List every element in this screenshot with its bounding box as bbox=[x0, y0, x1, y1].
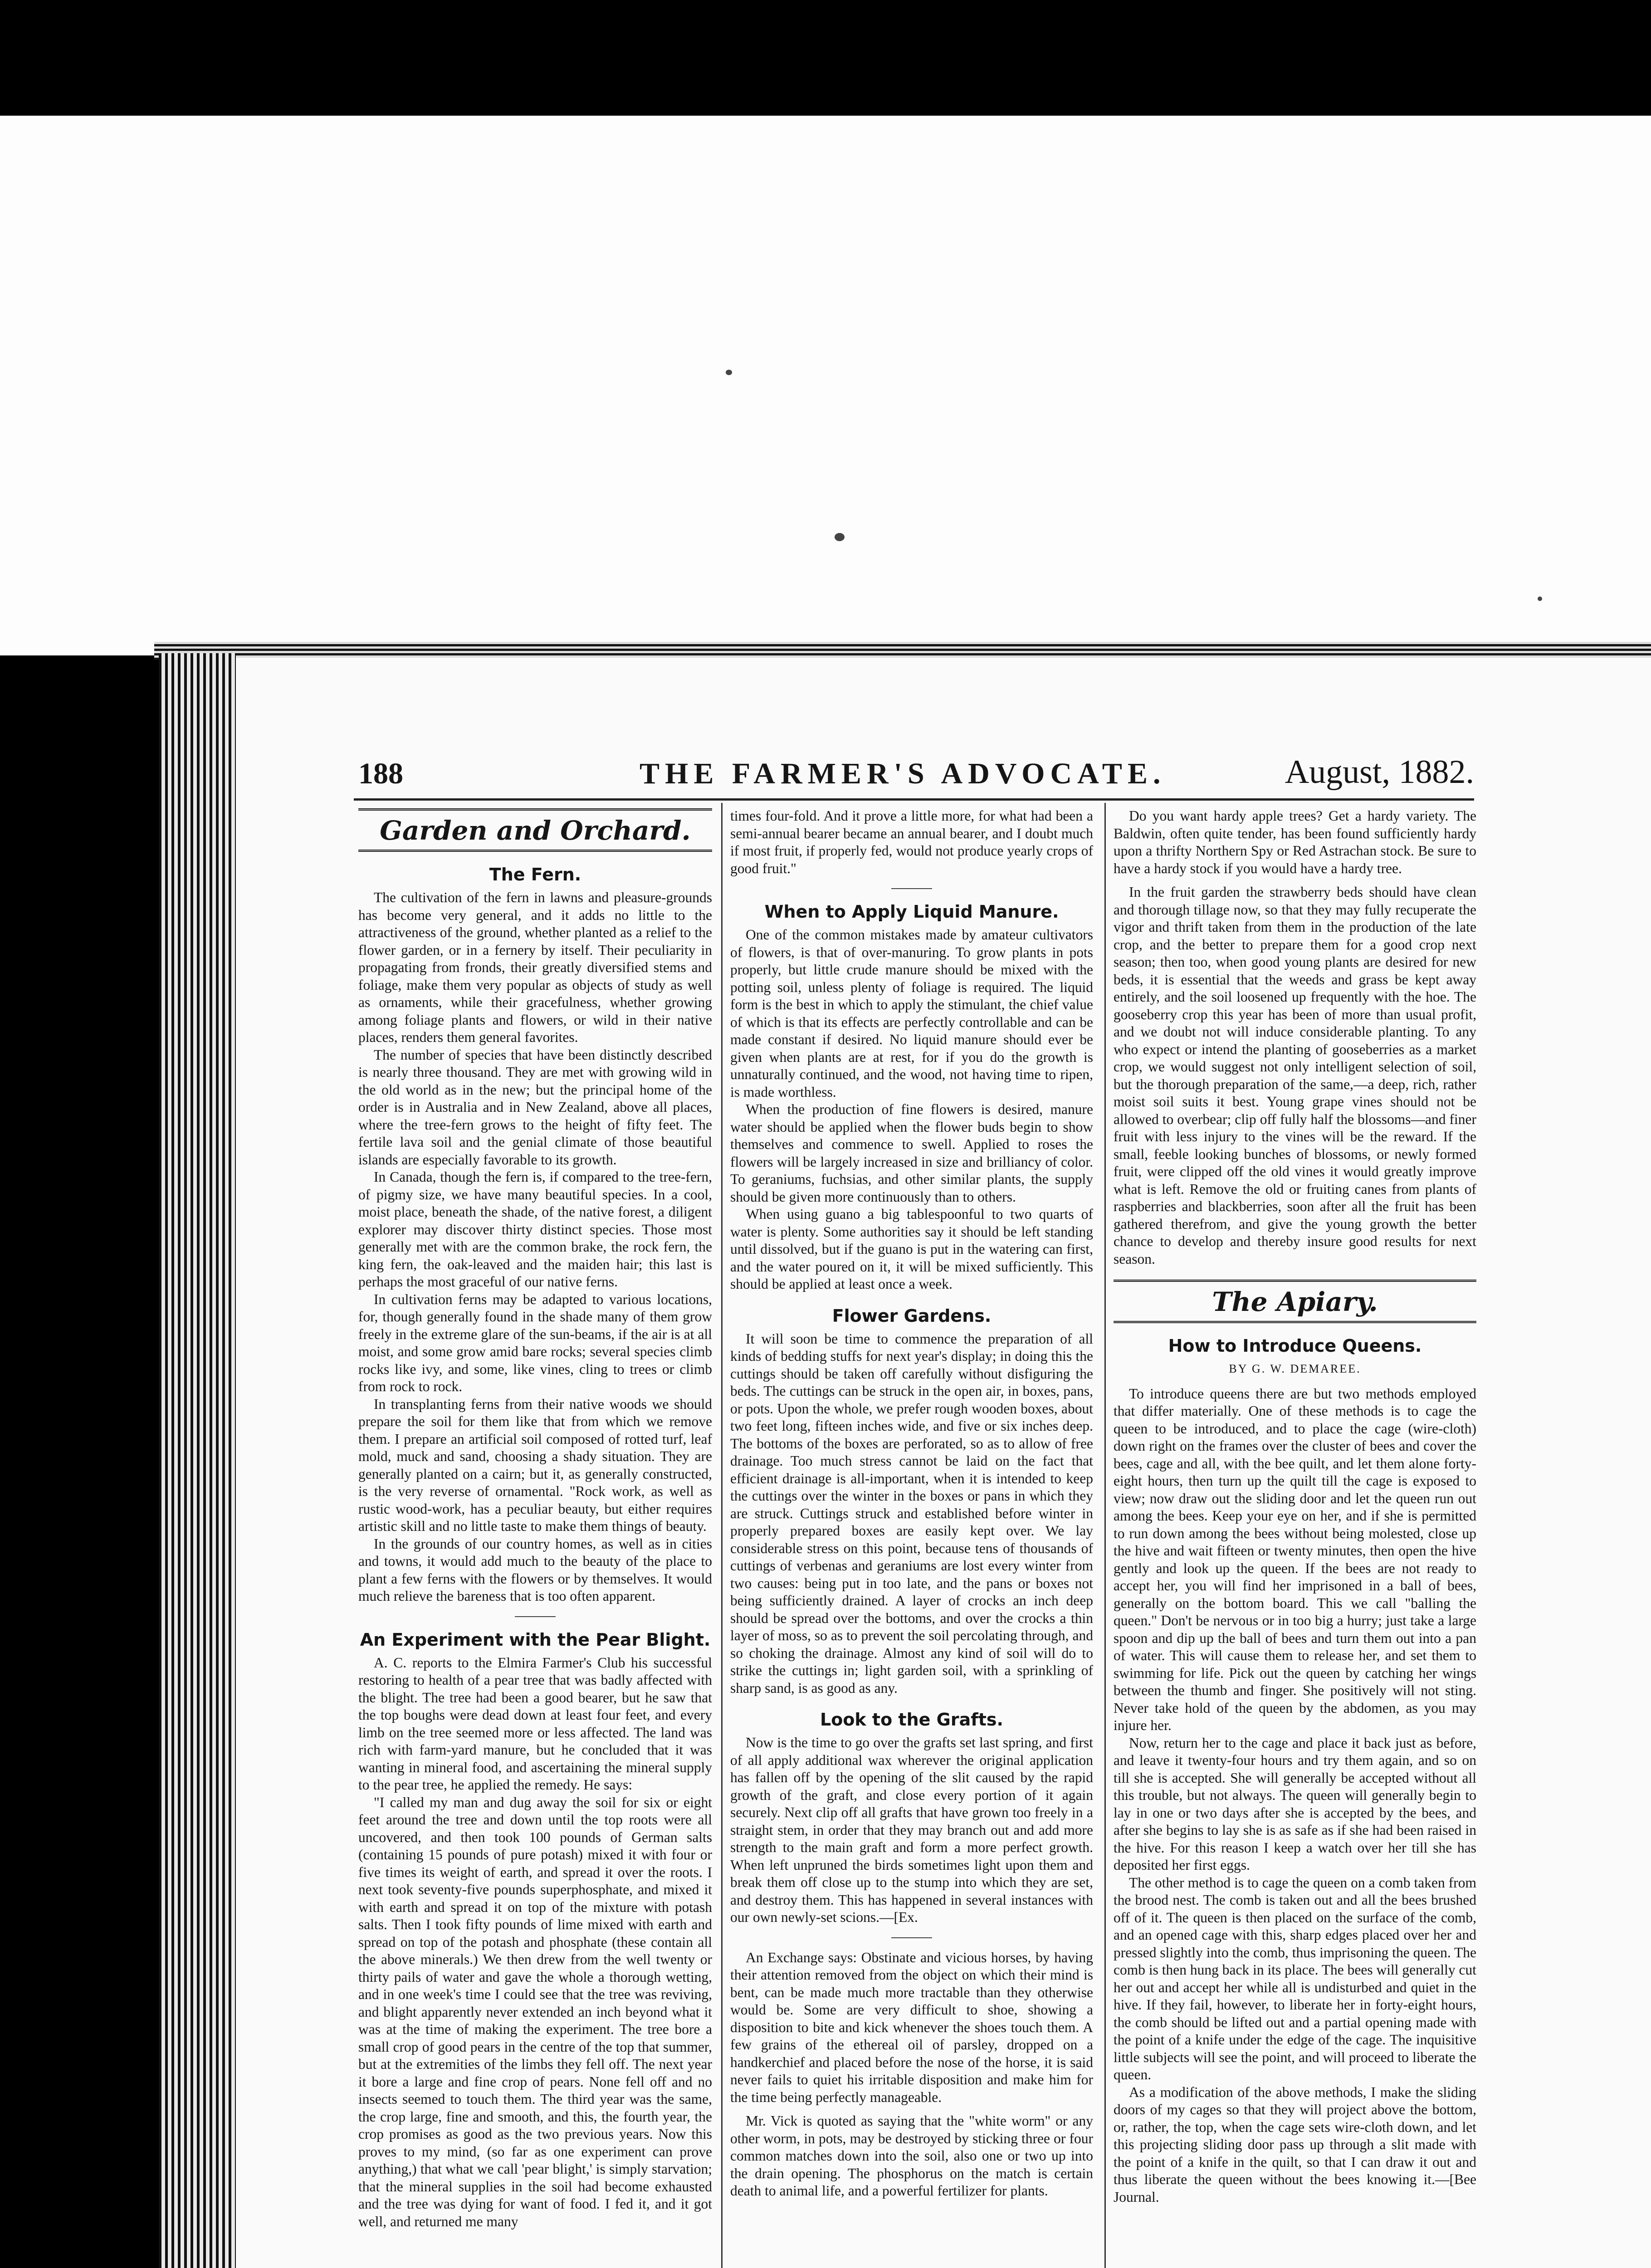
article-title-grafts: Look to the Grafts. bbox=[820, 1710, 1003, 1730]
article-title-fern: The Fern. bbox=[489, 865, 581, 885]
paragraph: In transplanting ferns from their native woods we should prepare the soil for them like that from which we remove them. I prepare an artificial soil composed of rotted turf, leaf mold, muck and sand, choosing a shady situation. They are generally planted on a cairn; but it, as generally constructed, is the very reverse of ornamental. "Rock work, as well as rustic wood-work, has a peculiar beauty, but either requires artistic skill and no little taste to make them things of beauty. bbox=[358, 1396, 712, 1534]
paragraph: When using guano a big tablespoonful to two quarts of water is plenty. Some authorities say it should be left standing until dissolved, but if the guano is put in the watering can first, and the water poured on it, it will be mixed sufficiently. This should be applied at least once a week. bbox=[730, 1206, 1093, 1292]
article-title-queens: How to Introduce Queens. bbox=[1168, 1336, 1422, 1356]
paragraph: Now, return her to the cage and place it back just as before, and leave it twenty-four hours and try them again, and so on till she is accepted. She will generally be accepted without all this trouble, but not always. The queen will generally begin to lay in one or two days after she is accepted by the bees, and after she begins to lay she is as safe as if she had been raised in the hive. For this reason I keep a watch over her till she has deposited her first eggs. bbox=[1114, 1735, 1476, 1873]
column-rule bbox=[1104, 803, 1106, 2268]
paragraph: It will soon be time to commence the preparation of all kinds of bedding stuffs for next year's display; in doing this the cuttings should be taken off carefully without disfiguring the beds. The cuttings can be struck in the open air, in boxes, pans, or pots. Upon the whole, we prefer rough wooden boxes, about two feet long, fifteen inches wide, and five or six inches deep. The bottoms of the boxes are perforated, so as to allow of free drainage. Too much stress cannot be laid on the fact that efficient drainage is all-important, when it is intended to keep the cuttings over the winter in the boxes or pans in which they are struck. Cuttings struck and established before winter in properly prepared boxes are easily kept over. We lay considerable stress on this point, because tens of thousands of cuttings of verbenas and geraniums are lost every winter from two causes: being put in too late, and the pans or boxes not being sufficiently drained. A layer of crocks an inch deep should be spread over the bottoms, and over the crocks a thin layer of moss, so as to prevent the soil percolating through, and so choking the drainage. Almost any kind of soil will do to strike the cuttings in; light garden soil, with a sprinkling of sharp sand, is as good as any. bbox=[730, 1330, 1093, 1696]
paragraph: An Exchange says: Obstinate and vicious horses, by having their attention removed from the object on which their mind is bent, can be made much more tractable than they otherwise would be. Some are very difficult to shoe, showing a disposition to bite and kick whenever the shoes touch them. A few grains of the ethereal oil of parsley, dropped on a handkerchief and placed before the nose of the horse, it is said never fails to quiet his irritable disposition and make him for the time being perfectly manageable. bbox=[730, 1949, 1093, 2105]
column-2 bbox=[730, 807, 1093, 2200]
paragraph: One of the common mistakes made by amateur cultivators of flowers, is that of over-manuring. To grow plants in pots properly, but little crude manure should be mixed with the potting soil, unless plenty of foliage is required. The liquid form is the best in which to apply the stimulant, the chief value of which is that its effects are perfectly controllable and can be made constant if desired. No liquid manure should ever be given when plants are at rest, for if you do the growth is unnaturally continued, and the wood, not having time to ripen, is made worthless. bbox=[730, 927, 1093, 1100]
section-header-garden bbox=[358, 808, 712, 852]
section-title: Garden and Orchard. bbox=[380, 815, 691, 846]
publication-title: THE FARMER'S ADVOCATE. bbox=[640, 757, 1166, 790]
article-title-pear: An Experiment with the Pear Blight. bbox=[360, 1629, 711, 1650]
column-rule bbox=[721, 803, 723, 2268]
paragraph: "I called my man and dug away the soil for six or eight feet around the tree and down until the top roots were all uncovered, and then took 100 pounds of German salts (containing 15 pounds of pure potash) mixed it with four or five times its weight of earth, and spread it over the roots. I next took seventy-five pounds superphosphate, and mixed it with earth and spread it on top of the mixture with potash salts. Then I took fifty pounds of lime mixed with earth and spread on top of the potash and phosphate (these contain all the above minerals.) We then drew from the well twenty or thirty pails of water and gave the whole a thorough wetting, and in one week's time I could see that the tree was reviving, and blight apparently never extended an inch beyond what it was at the time of making the experiment. The tree bore a small crop of good pears in the centre of the top that summer, but at the extremities of the limbs they fell off. The next year it bore a large and fine crop of pears. None fell off and no insects seemed to touch them. The third year was the same, the crop large, fine and smooth, and this, the fourth year, the crop promises as good as the two previous years. Now this proves to my mind, (so far as one experiment can prove anything,) that what we call 'pear blight,' is simply starvation; that the mineral supplies in the soil had become exhausted and the tree was dying for want of food. I fed it, and it got well, and returned me many bbox=[358, 1794, 712, 2229]
dust-speck bbox=[726, 370, 732, 375]
paragraph: In the fruit garden the strawberry beds should have clean and thorough tillage now, so that they may fully recuperate the vigor and thrift taken from them in the production of the late crop, and the better to prepare them for a good crop next season; then too, when good young plants are desired for new beds, it is essential that the weeds and grass be kept away entirely, and the soil loosened up frequently with the hoe. The gooseberry crop this year has been of more than usual profit, and we doubt not will induce considerable planting. To any who expect or intend the planting of gooseberries as a market crop, we would suggest not only intelligent selection of soil, but the thorough preparation of the same,—a deep, rich, rather moist soil suits it best. Young grape vines should not be allowed to overbear; clip off fully half the blossoms—and finer fruit with less injury to the vines will be the reward. If the small, feeble looking bunches of blossoms, or newly formed fruit, were clipped off the old vines it would greatly improve what is left. Remove the old or fruiting canes from plants of raspberries and blackberries, soon after all the fruit has been gathered therefrom, and give the young growth the better chance to develop and thereby insure good results for next season. bbox=[1114, 884, 1476, 1267]
paragraph: Mr. Vick is quoted as saying that the "white worm" or any other worm, in pots, may be destroyed by sticking three or four common matches down into the soil, also one or two up into the drain opening. The phosphorus on the match is certain death to animal life, and a powerful fertilizer for plants. bbox=[730, 2113, 1093, 2199]
column-1 bbox=[358, 807, 712, 2230]
paragraph: The cultivation of the fern in lawns and pleasure-grounds has become very general, and it adds no little to the attractiveness of the ground, whether planted as a relief to the flower garden, or in a fernery by itself. Their peculiarity in propagating from fronds, their greatly diversified stems and foliage, make them very popular as objects of study as well as ornaments, while their gracefulness, whether growing among foliage plants and flowers, or wild in their native places, renders them general favorites. bbox=[358, 890, 712, 1045]
paragraph: As a modification of the above methods, I make the sliding doors of my cages so that they will project above the bottom, or, rather, the top, when the cage sets wire-cloth down, and let this projecting sliding door pass up through a slit made with the point of a knife in the quilt, so that I can draw it out and thus liberate the queen without the bees knowing it.—[Bee Journal. bbox=[1114, 2084, 1476, 2205]
paragraph: In the grounds of our country homes, as well as in cities and towns, it would add much to the beauty of the place to plant a few ferns with the flowers or by themselves. It would much relieve the bareness that is too often apparent. bbox=[358, 1535, 712, 1604]
section-title: The Apiary. bbox=[1212, 1286, 1378, 1317]
issue-date: August, 1882. bbox=[1285, 753, 1474, 791]
paragraph: A. C. reports to the Elmira Farmer's Club his successful restoring to health of a pear tree that was badly affected with the blight. The tree had been a good bearer, but he saw that the top boughs were dead down at least four feet, and every limb on the tree seemed more or less affected. The land was rich with farm-yard manure, but he concluded that it was wanting in mineral food, and ascertaining the mineral supply to the pear tree, he applied the remedy. He says: bbox=[358, 1654, 712, 1793]
paragraph: Do you want hardy apple trees? Get a hardy variety. The Baldwin, often quite tender, has been found sufficiently hardy upon a thrifty Northern Spy or Red Astrachan stock. Be sure to have a hardy stock if you would have a hardy tree. bbox=[1114, 808, 1476, 876]
article-title-manure: When to Apply Liquid Manure. bbox=[764, 902, 1059, 922]
paragraph: In Canada, though the fern is, if compared to the tree-fern, of pigmy size, we have many beautiful species. In a cool, moist place, beneath the shade, of the native forest, a diligent explorer may discover thirty distinct species. Those most generally met with are the common brake, the rock fern, the king fern, the oak-leaved and the maiden hair; this last is perhaps the most graceful of our native ferns. bbox=[358, 1169, 712, 1290]
section-header-apiary bbox=[1114, 1280, 1476, 1323]
blank-endpaper bbox=[0, 116, 1651, 655]
byline: BY G. W. DEMAREE. bbox=[1229, 1362, 1361, 1375]
paragraph: In cultivation ferns may be adapted to various locations, for, though generally found in the shade many of them grow freely in the extreme glare of the sun-beams, if the air is at all moist, and some grow amid bare rocks; several species climb rocks like ivy, and some, like vines, cling to trees or climb from rock to rock. bbox=[358, 1291, 712, 1394]
paragraph: When the production of fine flowers is desired, manure water should be applied when the flower buds begin to show themselves and commence to swell. Applied to roses the flowers will be largely increased in size and brilliancy of color. To geraniums, fuchsias, and other similar plants, the supply should be given more continuously than to others. bbox=[730, 1101, 1093, 1205]
paragraph: The other method is to cage the queen on a comb taken from the brood nest. The comb is taken out and all the bees brushed off of it. The queen is then placed on the surface of the comb, and an opened cage with this, sharp edges placed over her and pressed slightly into the comb, thus imprisoning the queen. The comb is then hung back in its place. The bees will generally cut her out and accept her while all is undisturbed and quiet in the hive. If they fail, however, to liberate her in forty-eight hours, the comb should be lifted out and a partial opening made with the point of a knife under the edge of the cage. The inquisitive little subjects will see the point, and will proceed to liberate the queen. bbox=[1114, 1874, 1476, 2082]
book-page-stack-top bbox=[154, 642, 1651, 660]
paragraph: To introduce queens there are but two methods employed that differ materially. One of these methods is to cage the queen to be introduced, and to place the cage (wire-cloth) down right on the frames over the cluster of bees and cover the bees, cage and all, with the bee quilt, and let them alone forty-eight hours, then turn up the quilt till the cage is exposed to view; now draw out the sliding door and let the queen run out among the bees. Keep your eye on her, and if she is permitted to run down among the bees without being molested, close up the hive and wait fifteen or twenty minutes, then open the hive gently and look up the queen. If the bees are not ready to accept her, you will find her imprisoned in a ball of bees, generally on the bottom board. This we call "balling the queen." Don't be nervous or in too big a hurry; just take a large spoon and dip up the ball of bees and turn them out into a pan of water. This will cause them to release her, and set them to swimming for life. Pick out the queen by catching her wings between the thumb and finger. She positively will not sting. Never take hold of the queen by the abdomen, as you may injure her. bbox=[1114, 1385, 1476, 1733]
header-rule bbox=[354, 798, 1474, 801]
book-page-stack-edge bbox=[159, 653, 236, 2268]
dust-speck bbox=[1538, 596, 1542, 601]
divider bbox=[515, 1616, 556, 1617]
divider bbox=[891, 888, 932, 889]
page-number: 188 bbox=[358, 757, 403, 790]
dust-speck bbox=[835, 533, 845, 541]
column-3 bbox=[1114, 807, 1476, 2206]
paragraph: Now is the time to go over the grafts set last spring, and first of all apply additional wax wherever the original application has fallen off by the opening of the slit caused by the rapid growth of the graft, and close every portion of it again securely. Next clip off all grafts that have grown too freely in a straight stem, in order that they may branch out and add more strength to the main graft and form a more perfect growth. When left unpruned the birds sometimes light upon them and break them off close up to the stump into which they are set, and destroy them. This has happened in several instances with our own newly-set scions.—[Ex. bbox=[730, 1735, 1093, 1925]
divider bbox=[891, 1937, 932, 1938]
paragraph: The number of species that have been distinctly described is nearly three thousand. They are met with growing wild in the old world as in the new; but the principal home of the order is in Australia and in New Zealand, above all places, where the tree-fern grows to the height of fifty feet. The fertile lava soil and the genial climate of those beautiful islands are especially favorable to its growth. bbox=[358, 1046, 712, 1168]
article-title-flower: Flower Gardens. bbox=[832, 1305, 992, 1326]
paragraph: times four-fold. And it prove a little more, for what had been a semi-annual bearer became an annual bearer, and I doubt much if most fruit, if properly fed, would not produce yearly crops of good fruit." bbox=[730, 808, 1093, 876]
page-header bbox=[358, 753, 1474, 797]
